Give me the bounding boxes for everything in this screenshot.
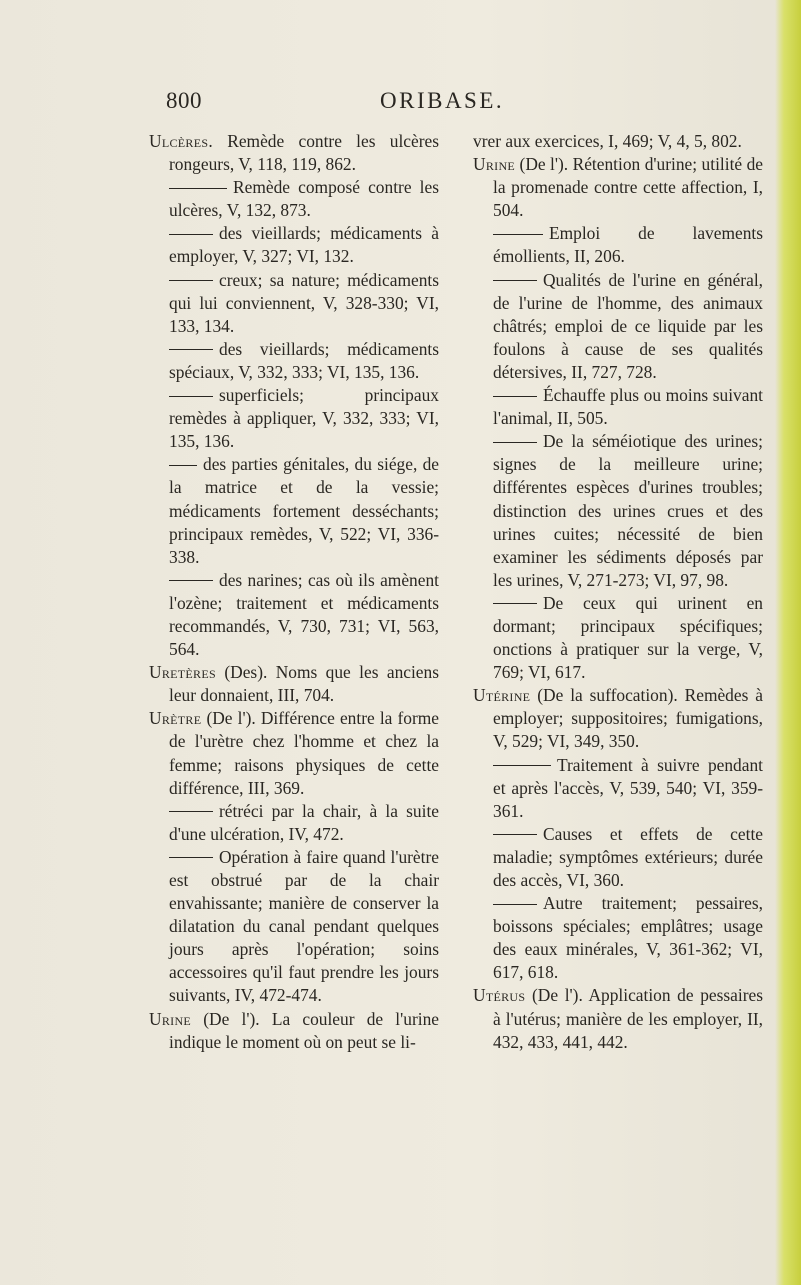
subentry-text: Qualités de l'urine en général, de l'urine de l'homme, des animaux châtrés; emploi de ce liquide par les foulons à cause de ses qualités détersives, II, 727, 728. [493, 269, 763, 382]
entry-text: (De l'). Application de pessaires à l'utérus; manière de les employer, II, 432, 433, 441, 442. [493, 985, 763, 1052]
running-head: ORIBASE. [380, 88, 505, 113]
index-subentry [473, 754, 763, 823]
subentry-text: creux; sa nature; médicaments qui lui conviennent, V, 328-330; VI, 133, 134. [169, 269, 439, 336]
index-entry [473, 984, 763, 1053]
index-subentry [473, 222, 763, 268]
index-subentry [149, 384, 439, 453]
subentry-text: Échauffe plus ou moins suivant l'animal, II, 505. [493, 385, 763, 429]
subentry-text: des parties génitales, du siége, de la matrice et de la vessie; médicaments fortement desséchants; principaux remèdes, V, 522; VI, 336-338. [169, 454, 439, 567]
subentry-text: rétréci par la chair, à la suite d'une ulcération, IV, 472. [169, 800, 439, 844]
entry-headword: Utérus [473, 985, 526, 1006]
ditto-dash [169, 280, 213, 281]
entry-text: Remède contre les ulcères rongeurs, V, 118, 119, 862. [169, 131, 439, 175]
index-subentry [473, 269, 763, 384]
subentry-text: des vieillards; médicaments à employer, V, 327; VI, 132. [169, 223, 439, 267]
subentry-text: superficiels; principaux remèdes à appliquer, V, 332, 333; VI, 135, 136. [169, 385, 439, 452]
ditto-dash [169, 580, 213, 581]
page-edge [775, 0, 801, 1285]
entry-headword: Urine [473, 154, 516, 175]
index-entry [149, 130, 439, 176]
subentry-text: Opération à faire quand l'urètre est obstrué par de la chair envahissante; manière de conserver la dilatation du canal pendant quelques jours après l'opération; soins accessoires qu'il faut prendre les jours suivants, IV, 472-474. [169, 846, 439, 1006]
entry-headword: Urine [149, 1008, 192, 1029]
entry-text: (De la suffocation). Remèdes à employer; suppositoires; fumigations, V, 529; VI, 349, 350. [493, 685, 763, 752]
ditto-dash [493, 234, 543, 235]
ditto-dash [169, 349, 213, 350]
index-subentry [473, 384, 763, 430]
entry-headword: Ulcères. [149, 131, 213, 151]
ditto-dash [169, 188, 227, 189]
index-subentry [149, 269, 439, 338]
ditto-dash [169, 857, 213, 858]
subentry-text: Autre traitement; pessaires, boissons spéciales; emplâtres; usage des eaux minérales, V, 361-362; VI, 617, 618. [493, 893, 763, 983]
index-subentry [149, 176, 439, 222]
index-entry [473, 684, 763, 753]
ditto-dash [493, 442, 537, 443]
ditto-dash [169, 465, 197, 466]
subentry-text: des narines; cas où ils amènent l'ozène; traitement et médicaments recommandés, V, 730, 731; VI, 563, 564. [169, 569, 439, 660]
ditto-dash [493, 603, 537, 604]
page-number: 800 [166, 88, 202, 113]
ditto-dash [493, 904, 537, 905]
entry-text: (De l'). Rétention d'urine; utilité de la promenade contre cette affection, I, 504. [493, 154, 763, 221]
index-entry [149, 661, 439, 707]
subentry-text: De la séméiotique des urines; signes de la meilleure urine; différentes espèces d'urines troubles; distinction des urines crues et des urines cuites; nécessité de bien examiner les sédiments déposés par les urines, V, 271-273; VI, 97, 98. [493, 431, 763, 590]
index-subentry [149, 800, 439, 846]
subentry-text: De ceux qui urinent en dormant; principaux spécifiques; onctions à pratiquer sur la verge, V, 769; VI, 617. [493, 592, 763, 683]
index-column-right [473, 130, 763, 1054]
index-column-left [149, 130, 439, 1054]
ditto-dash [493, 280, 537, 281]
index-entry [149, 1008, 439, 1054]
subentry-text: Causes et effets de cette maladie; symptômes extérieurs; durée des accès, VI, 360. [493, 823, 763, 890]
ditto-dash [493, 834, 537, 835]
entry-headword: Uretères [149, 662, 216, 683]
index-entry [473, 153, 763, 222]
entry-text: (De l'). La couleur de l'urine indique le moment où on peut se li- [169, 1008, 439, 1052]
ditto-dash [169, 234, 213, 235]
index-subentry [473, 892, 763, 984]
page-header [120, 88, 730, 118]
index-subentry [473, 430, 763, 592]
ditto-dash [493, 765, 551, 766]
entry-headword: Urètre [149, 708, 202, 729]
subentry-text: des vieillards; médicaments spéciaux, V, 332, 333; VI, 135, 136. [169, 338, 439, 382]
ditto-dash [493, 396, 537, 397]
continued-entry [473, 130, 763, 153]
index-subentry [473, 592, 763, 684]
entry-text: (Des). Noms que les anciens leur donnaient, III, 704. [169, 662, 439, 706]
ditto-dash [169, 811, 213, 812]
index-subentry [149, 453, 439, 568]
entry-headword: Utérine [473, 685, 531, 706]
index-entry [149, 707, 439, 799]
entry-text: (De l'). Différence entre la forme de l'urètre chez l'homme et chez la femme; raisons physiques de cette différence, III, 369. [169, 708, 439, 798]
subentry-text: Traitement à suivre pendant et après l'accès, V, 539, 540; VI, 359-361. [493, 754, 763, 821]
index-subentry [149, 338, 439, 384]
entry-text: vrer aux exercices, I, 469; V, 4, 5, 802. [473, 131, 742, 151]
ditto-dash [169, 396, 213, 397]
subentry-text: Emploi de lavements émollients, II, 206. [493, 223, 763, 267]
index-subentry [473, 823, 763, 892]
subentry-text: Remède composé contre les ulcères, V, 132, 873. [169, 177, 439, 221]
index-subentry [149, 846, 439, 1008]
index-subentry [149, 569, 439, 661]
index-subentry [149, 222, 439, 268]
